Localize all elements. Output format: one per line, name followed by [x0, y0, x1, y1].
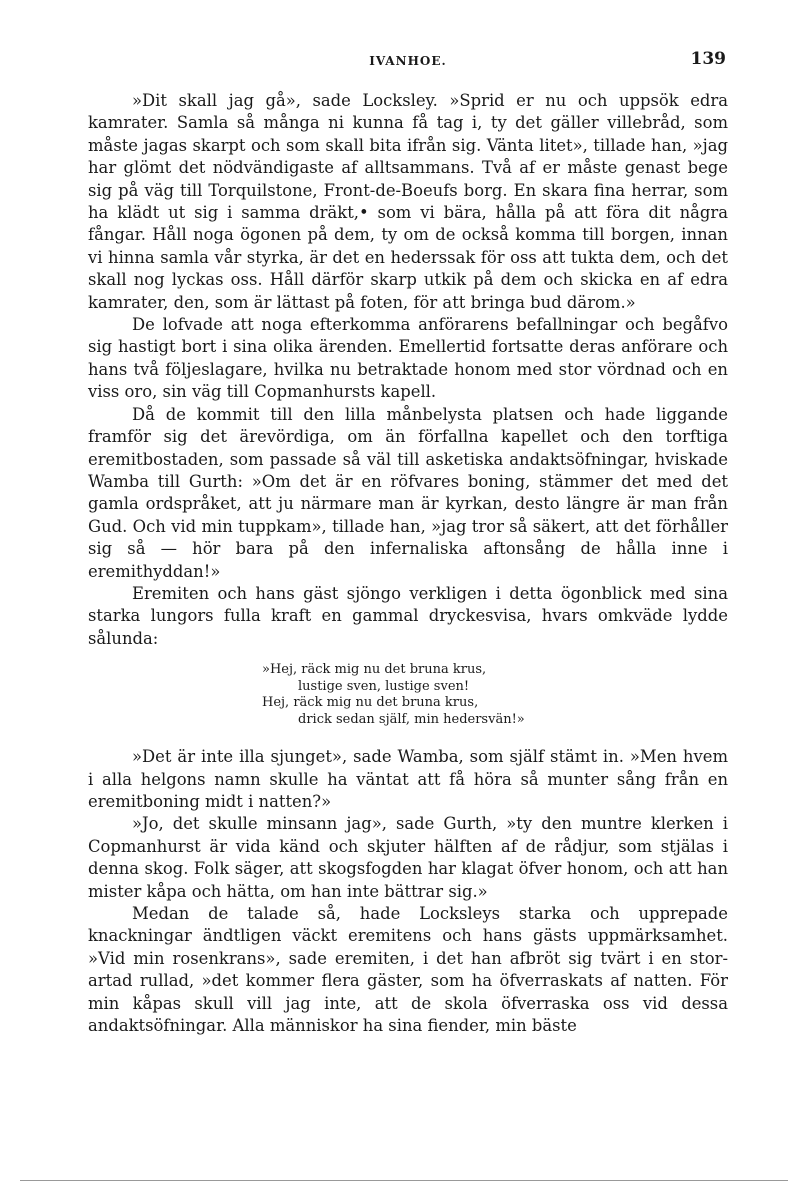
verse-line: »Hej, räck mig nu det bruna krus,: [262, 662, 487, 678]
paragraph: »Jo, det skulle minsann jag», sade Gurth, »ty den muntre klerken i Copmanhurst är vida känd och skjuter hälften af de rådjur, som stjälas i denna skog. Folk säger, att skogsfogden har klagat öfver honom, och att han mister kåpa och hätta, om han inte bättrar sig.»: [88, 814, 728, 901]
verse-line: drick sedan själf, min hedersvän!»: [298, 711, 525, 727]
body-text: [88, 90, 728, 1037]
paragraph: Då de kommit till den lilla månbelysta platsen och hade liggande framför sig det ärevördiga, om än förfallna kapellet och den torftiga eremitbostaden, som passade så väl till asketiska andaktsöfningar, hviskade Wamba till Gurth: »Om det är en röfvares boning, stämmer det med det gamla ordspråket, att ju närmare man är kyrkan, desto längre är man från Gud. Och vid min tuppkam», tillade han, »jag tror så säkert, att det förhåller sig så — hör bara på den infernaliska aftonsång de hålla inne i eremithyddan!»: [88, 404, 728, 581]
paragraph: Eremiten och hans gäst sjöngo verkligen i detta ögonblick med sina starka lungors fulla kraft en gammal dryckesvisa, hvars omkväde lydde sålunda:: [88, 583, 728, 648]
paragraph: De lofvade att noga efterkomma anförarens befallningar och begåfvo sig hastigt bort i sina olika ärenden. Emellertid fortsatte deras anförare och hans två följeslagare, hvilka nu betraktade honom med stor vördnad och en viss oro, sin väg till Copmanhursts kapell.: [88, 315, 728, 402]
running-title: IVANHOE.: [369, 54, 447, 68]
page-header: [88, 48, 728, 76]
song-verse: [88, 662, 728, 728]
verse-line: lustige sven, lustige sven!: [298, 678, 470, 694]
paragraph: Medan de talade så, hade Locksleys starka och upprepade knackningar ändtligen väckt eremitens och hans gästs uppmärksamhet. »Vid min rosenkrans», sade eremiten, i det han afbröt sig tvärt i en stor-artad rullad, »det kommer flera gäster, som ha öfverraskats af natten. För min kåpas skull vill jag inte, att de skola öfverraska oss vid dessa andaktsöfningar. Alla människor ha sina fiender, min bäste: [88, 904, 728, 1036]
page-number: 139: [690, 49, 726, 69]
paragraph: »Det är inte illa sjunget», sade Wamba, som själf stämt in. »Men hvem i alla helgons namn skulle ha väntat att få höra så munter sång från en eremitboning midt i natten?»: [88, 747, 728, 811]
verse-line: Hej, räck mig nu det bruna krus,: [262, 695, 479, 711]
paragraph: »Dit skall jag gå», sade Locksley. »Sprid er nu och uppsök edra kamrater. Samla så många ni kunna få tag i, ty det gäller villebråd, som måste jagas skarpt och som skall bita ifrån sig. Vänta litet», tillade han, »jag har glömt det nödvändigaste af alltsammans. Två af er måste genast bege sig på väg till Torquilstone, Front-de-Boeufs borg. En skara fina herrar, som ha klädt ut sig i samma dräkt,• som vi bära, hålla på att föra dit några fångar. Håll noga ögonen på dem, ty om de också komma till borgen, innan vi hinna samla vår styrka, är det en hederssak för oss att tukta dem, och det skall nog lyckas oss. Håll därför skarp utkik på dem och skicka en af edra kamrater, den, som är lättast på foten, för att bringa bud därom.»: [88, 91, 728, 312]
bottom-rule: [20, 1180, 788, 1181]
